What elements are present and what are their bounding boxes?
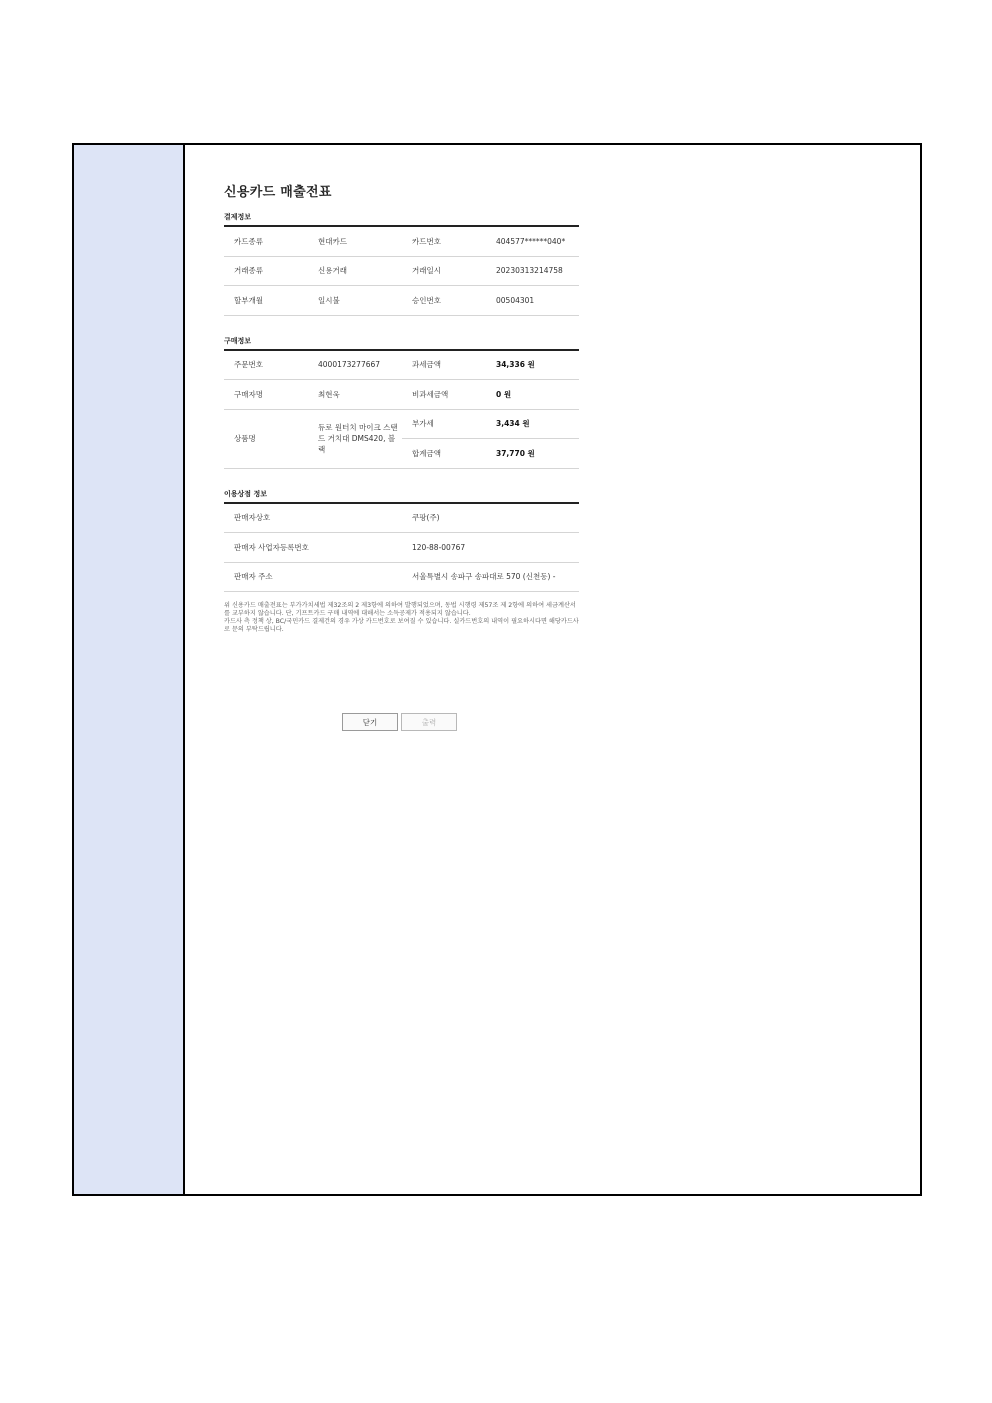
purchase-info-table — [224, 351, 579, 469]
transaction-datetime-value: 20230313214758 — [486, 256, 579, 286]
installment-label: 할부개월 — [224, 286, 308, 316]
buyer-name-value: 최현욱 — [308, 380, 402, 410]
nontaxable-amount-value: 0 원 — [486, 380, 579, 410]
table-row — [224, 227, 579, 256]
installment-value: 일시불 — [308, 286, 402, 316]
card-type-value: 현대카드 — [308, 227, 402, 256]
card-number-label: 카드번호 — [402, 227, 486, 256]
business-number-value: 120-88-00767 — [402, 533, 579, 563]
receipt-content — [224, 181, 579, 727]
vat-label: 부가세 — [402, 409, 486, 439]
notice-paragraph-vat: 위 신용카드 매출전표는 부가가치세법 제32조의 2 제3항에 의하여 발행되었으며, 동법 시행령 제57조 제 2항에 의하여 세금계산서를 교부하지 않습니다. 단, 기프트카드 구매 내역에 대해서는 소득공제가 적용되지 않습니다. — [224, 602, 576, 617]
table-row — [224, 256, 579, 286]
merchant-info-heading: 이용상점 정보 — [224, 489, 579, 504]
table-row — [224, 380, 579, 410]
transaction-type-value: 신용거래 — [308, 256, 402, 286]
card-number-value: 404577******040* — [486, 227, 579, 256]
left-sidebar-panel — [74, 145, 185, 1194]
total-amount-value: 37,770 원 — [486, 439, 579, 469]
print-button[interactable]: 출력 — [401, 713, 457, 731]
table-row — [224, 504, 579, 533]
order-number-label: 주문번호 — [224, 351, 308, 380]
notice-paragraph-card: 카드사 측 정책 상, BC/국민카드 결제건의 경우 가상 카드번호로 보여질 수 있습니다. 실카드번호의 내역이 필요하시다면 해당카드사로 문의 부탁드립니다. — [224, 618, 579, 633]
receipt-notice — [224, 602, 579, 634]
receipt-title: 신용카드 매출전표 — [224, 185, 332, 200]
vat-amount-value: 3,434 원 — [486, 409, 579, 439]
transaction-datetime-label: 거래일시 — [402, 256, 486, 286]
card-type-label: 카드종류 — [224, 227, 308, 256]
page-frame — [72, 143, 922, 1196]
purchase-info-heading: 구매정보 — [224, 336, 579, 351]
product-name-value: 듀로 원터치 마이크 스탠드 거치대 DMS420, 블랙 — [308, 409, 402, 468]
buyer-name-label: 구매자명 — [224, 380, 308, 410]
business-number-label: 판매자 사업자등록번호 — [224, 533, 402, 563]
transaction-type-label: 거래종류 — [224, 256, 308, 286]
button-group — [342, 713, 457, 731]
merchant-info-table — [224, 504, 579, 593]
table-row — [224, 562, 579, 592]
merchant-address-label: 판매자 주소 — [224, 562, 402, 592]
nontaxable-amount-label: 비과세금액 — [402, 380, 486, 410]
total-amount-label: 합계금액 — [402, 439, 486, 469]
table-row — [224, 286, 579, 316]
payment-info-heading: 결제정보 — [224, 212, 579, 227]
merchant-name-value: 쿠팡(주) — [402, 504, 579, 533]
merchant-address-value: 서울특별시 송파구 송파대로 570 (신천동) - — [402, 562, 579, 592]
table-row — [224, 351, 579, 380]
merchant-name-label: 판매자상호 — [224, 504, 402, 533]
table-row — [224, 409, 579, 439]
close-button[interactable]: 닫기 — [342, 713, 398, 731]
product-name-label: 상품명 — [224, 409, 308, 468]
payment-info-table — [224, 227, 579, 316]
approval-number-value: 00504301 — [486, 286, 579, 316]
taxable-amount-label: 과세금액 — [402, 351, 486, 380]
order-number-value: 4000173277667 — [308, 351, 402, 380]
taxable-amount-value: 34,336 원 — [486, 351, 579, 380]
table-row — [224, 533, 579, 563]
approval-number-label: 승인번호 — [402, 286, 486, 316]
